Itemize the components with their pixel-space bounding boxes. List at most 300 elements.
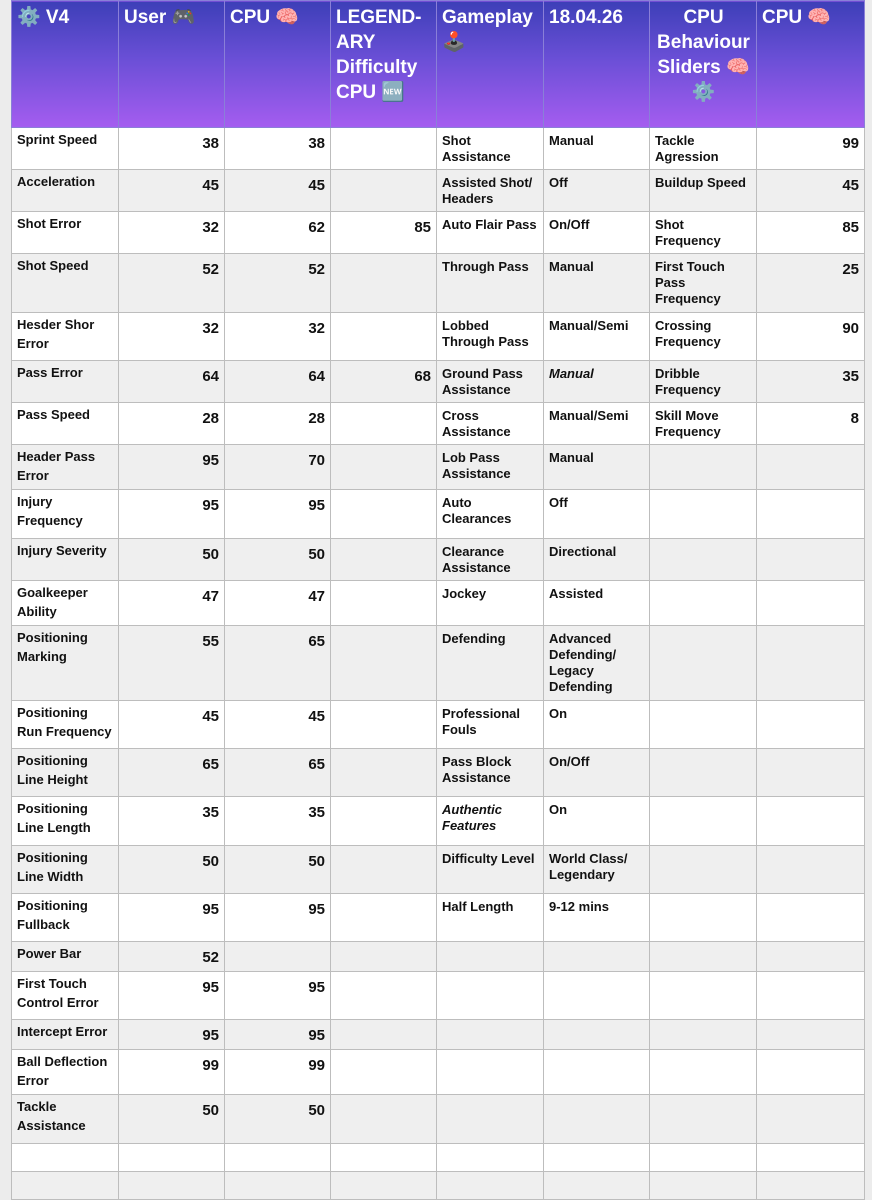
cell-legendary-value[interactable] xyxy=(331,1095,437,1144)
cell-behaviour-name-text xyxy=(650,1144,756,1149)
cell-gameplay-setting[interactable] xyxy=(437,1172,544,1200)
cell-legendary-value[interactable] xyxy=(331,539,437,581)
cell-behaviour-name[interactable] xyxy=(650,539,757,581)
cell-behaviour-value[interactable] xyxy=(757,212,865,254)
cell-cpu-value[interactable] xyxy=(225,1050,331,1095)
cell-cpu-value-text: 32 xyxy=(308,320,325,337)
table-row xyxy=(12,701,865,749)
cell-gameplay-value[interactable] xyxy=(544,1050,650,1095)
cell-user-value-text: 28 xyxy=(202,410,219,427)
cell-user-value[interactable] xyxy=(119,1020,225,1050)
cell-slider-name[interactable] xyxy=(12,1020,119,1050)
cell-gameplay-setting-text: Auto Flair Pass xyxy=(442,217,537,232)
cell-behaviour-name[interactable] xyxy=(650,1144,757,1172)
cell-gameplay-setting-text xyxy=(437,942,543,947)
cell-slider-name[interactable] xyxy=(12,797,119,846)
cell-cpu-value[interactable] xyxy=(225,1095,331,1144)
cell-cpu-value[interactable] xyxy=(225,1144,331,1172)
cell-gameplay-setting[interactable] xyxy=(437,170,544,212)
cell-behaviour-value-text xyxy=(757,749,864,755)
table-row xyxy=(12,1095,865,1144)
cell-legendary-value[interactable] xyxy=(331,313,437,361)
cell-behaviour-name-text xyxy=(650,581,756,586)
header-behaviour-label: CPU Behaviour Sliders 🧠⚙️ xyxy=(657,7,750,103)
cell-gameplay-setting[interactable] xyxy=(437,701,544,749)
cell-legendary-value-text xyxy=(331,1050,436,1056)
cell-user-value-text xyxy=(119,1144,224,1150)
cell-gameplay-setting[interactable] xyxy=(437,1020,544,1050)
cell-user-value[interactable] xyxy=(119,581,225,626)
cell-cpu-value[interactable] xyxy=(225,403,331,445)
cell-behaviour-value-text xyxy=(757,1172,864,1178)
cell-cpu-value[interactable] xyxy=(225,490,331,539)
cell-slider-name[interactable] xyxy=(12,212,119,254)
cell-gameplay-value[interactable] xyxy=(544,212,650,254)
table-row xyxy=(12,445,865,490)
cell-behaviour-name-text xyxy=(650,797,756,802)
cell-slider-name[interactable] xyxy=(12,1172,119,1200)
table-row xyxy=(12,1050,865,1095)
cell-cpu-value[interactable] xyxy=(225,581,331,626)
cell-user-value[interactable] xyxy=(119,490,225,539)
cell-slider-name[interactable] xyxy=(12,581,119,626)
cell-legendary-value[interactable] xyxy=(331,797,437,846)
cell-gameplay-setting[interactable] xyxy=(437,894,544,942)
cell-behaviour-name[interactable] xyxy=(650,361,757,403)
cell-behaviour-name[interactable] xyxy=(650,212,757,254)
table-row xyxy=(12,894,865,942)
cell-cpu-value[interactable] xyxy=(225,128,331,170)
cell-gameplay-setting[interactable] xyxy=(437,313,544,361)
cell-user-value[interactable] xyxy=(119,701,225,749)
cell-legendary-value[interactable] xyxy=(331,403,437,445)
cell-user-value[interactable] xyxy=(119,797,225,846)
cell-gameplay-value[interactable] xyxy=(544,1095,650,1144)
cell-cpu-value[interactable] xyxy=(225,846,331,894)
cell-behaviour-value[interactable] xyxy=(757,170,865,212)
cell-cpu-value-text: 70 xyxy=(308,452,325,469)
cell-behaviour-value[interactable] xyxy=(757,972,865,1020)
cell-behaviour-name-text xyxy=(650,846,756,851)
cell-slider-name[interactable] xyxy=(12,701,119,749)
cell-legendary-value[interactable] xyxy=(331,490,437,539)
cell-gameplay-setting[interactable] xyxy=(437,1095,544,1144)
cell-user-value-text: 50 xyxy=(202,1102,219,1119)
cell-gameplay-setting-text: Through Pass xyxy=(442,259,529,274)
cell-behaviour-value[interactable] xyxy=(757,128,865,170)
cell-gameplay-value-text: Manual/Semi xyxy=(549,318,629,333)
cell-user-value[interactable] xyxy=(119,445,225,490)
cell-gameplay-value[interactable] xyxy=(544,1144,650,1172)
cell-legendary-value-text xyxy=(331,749,436,755)
table-row xyxy=(12,749,865,797)
cell-behaviour-name[interactable] xyxy=(650,626,757,701)
cell-legendary-value-text xyxy=(331,1144,436,1150)
cell-gameplay-value[interactable] xyxy=(544,942,650,972)
header-legendary-label: LEGEND-ARY Difficulty CPU 🆕 xyxy=(336,7,422,103)
cell-legendary-value[interactable] xyxy=(331,128,437,170)
cell-gameplay-value[interactable] xyxy=(544,490,650,539)
cell-slider-name[interactable] xyxy=(12,894,119,942)
cell-slider-name[interactable] xyxy=(12,128,119,170)
cell-behaviour-name[interactable] xyxy=(650,749,757,797)
cell-legendary-value-text xyxy=(331,894,436,900)
cell-behaviour-value[interactable] xyxy=(757,749,865,797)
cell-legendary-value-text: 85 xyxy=(414,219,431,236)
cell-slider-name[interactable] xyxy=(12,361,119,403)
cell-user-value[interactable] xyxy=(119,972,225,1020)
cell-behaviour-name[interactable] xyxy=(650,972,757,1020)
cell-slider-name-text: Acceleration xyxy=(17,174,96,189)
cell-gameplay-setting-text xyxy=(437,1144,543,1149)
cell-gameplay-value[interactable] xyxy=(544,128,650,170)
cell-legendary-value[interactable] xyxy=(331,1020,437,1050)
cell-user-value-text: 45 xyxy=(202,177,219,194)
cell-slider-name[interactable] xyxy=(12,1050,119,1095)
cell-behaviour-name[interactable] xyxy=(650,846,757,894)
table-row xyxy=(12,212,865,254)
cell-behaviour-value[interactable] xyxy=(757,313,865,361)
cell-gameplay-setting[interactable] xyxy=(437,846,544,894)
cell-gameplay-setting-text: Professional Fouls xyxy=(442,706,521,737)
cell-behaviour-name[interactable] xyxy=(650,128,757,170)
cell-behaviour-name[interactable] xyxy=(650,1020,757,1050)
cell-user-value[interactable] xyxy=(119,361,225,403)
cell-slider-name[interactable] xyxy=(12,254,119,313)
header-cell-date[interactable] xyxy=(544,1,650,128)
cell-gameplay-setting[interactable] xyxy=(437,972,544,1020)
cell-behaviour-value[interactable] xyxy=(757,403,865,445)
cell-cpu-value-text: 47 xyxy=(308,588,325,605)
cell-legendary-value-text xyxy=(331,170,436,176)
header-cell-cpu-behaviour[interactable] xyxy=(757,1,865,128)
cell-gameplay-value[interactable] xyxy=(544,403,650,445)
cell-behaviour-value[interactable] xyxy=(757,1050,865,1095)
cell-behaviour-value[interactable] xyxy=(757,254,865,313)
cell-gameplay-setting[interactable] xyxy=(437,942,544,972)
cell-cpu-value-text: 45 xyxy=(308,177,325,194)
cell-gameplay-setting-text: Cross Assistance xyxy=(442,408,511,439)
cell-behaviour-value-text xyxy=(757,490,864,496)
cell-user-value[interactable] xyxy=(119,749,225,797)
cell-gameplay-setting-text: Lobbed Through Pass xyxy=(442,318,529,349)
cell-user-value[interactable] xyxy=(119,212,225,254)
header-cell-user[interactable] xyxy=(119,1,225,128)
cell-behaviour-value[interactable] xyxy=(757,1144,865,1172)
cell-user-value[interactable] xyxy=(119,846,225,894)
cell-cpu-value-text: 65 xyxy=(308,756,325,773)
cell-gameplay-setting-text xyxy=(437,1020,543,1025)
cell-behaviour-name[interactable] xyxy=(650,581,757,626)
header-cell-gameplay[interactable] xyxy=(437,1,544,128)
cell-gameplay-setting[interactable] xyxy=(437,626,544,701)
cell-cpu-value-text xyxy=(225,942,330,948)
cell-slider-name[interactable] xyxy=(12,942,119,972)
cell-legendary-value-text xyxy=(331,1172,436,1178)
cell-gameplay-value-text: On xyxy=(549,802,568,817)
cell-gameplay-value[interactable] xyxy=(544,972,650,1020)
cell-gameplay-value[interactable] xyxy=(544,1172,650,1200)
cell-slider-name-text: Injury Severity xyxy=(17,543,107,558)
cell-user-value[interactable] xyxy=(119,626,225,701)
cell-legendary-value[interactable] xyxy=(331,942,437,972)
table-row xyxy=(12,254,865,313)
cell-legendary-value[interactable] xyxy=(331,445,437,490)
cell-gameplay-value[interactable] xyxy=(544,254,650,313)
table-row xyxy=(12,403,865,445)
cell-cpu-value[interactable] xyxy=(225,170,331,212)
cell-behaviour-value[interactable] xyxy=(757,1172,865,1200)
cell-cpu-value-text: 95 xyxy=(308,1027,325,1044)
cell-gameplay-setting-text xyxy=(437,1095,543,1100)
cell-legendary-value[interactable] xyxy=(331,581,437,626)
cell-gameplay-setting[interactable] xyxy=(437,445,544,490)
cell-gameplay-value-text: Off xyxy=(549,495,568,510)
cell-gameplay-value-text: Directional xyxy=(549,544,617,559)
cell-slider-name-text: Shot Speed xyxy=(17,258,89,273)
cell-behaviour-name-text: Tackle Agression xyxy=(655,133,719,164)
cell-gameplay-value[interactable] xyxy=(544,581,650,626)
table-row xyxy=(12,942,865,972)
cell-user-value[interactable] xyxy=(119,1144,225,1172)
cell-behaviour-value[interactable] xyxy=(757,581,865,626)
cell-legendary-value[interactable] xyxy=(331,626,437,701)
cell-behaviour-value-text: 35 xyxy=(842,368,859,385)
cell-gameplay-value-text xyxy=(544,1020,649,1025)
cell-cpu-value-text: 50 xyxy=(308,1102,325,1119)
cell-behaviour-value-text xyxy=(757,797,864,803)
cell-behaviour-value[interactable] xyxy=(757,701,865,749)
cell-cpu-value[interactable] xyxy=(225,361,331,403)
cell-gameplay-setting[interactable] xyxy=(437,797,544,846)
header-cell-legendary[interactable] xyxy=(331,1,437,128)
cell-behaviour-name-text xyxy=(650,894,756,899)
cell-cpu-value[interactable] xyxy=(225,701,331,749)
cell-legendary-value[interactable] xyxy=(331,170,437,212)
cell-behaviour-value[interactable] xyxy=(757,942,865,972)
cell-gameplay-setting[interactable] xyxy=(437,1050,544,1095)
cell-gameplay-value[interactable] xyxy=(544,701,650,749)
cell-legendary-value[interactable] xyxy=(331,361,437,403)
cell-behaviour-value[interactable] xyxy=(757,539,865,581)
cell-gameplay-setting[interactable] xyxy=(437,403,544,445)
cell-behaviour-name[interactable] xyxy=(650,1050,757,1095)
cell-behaviour-name[interactable] xyxy=(650,797,757,846)
cell-legendary-value[interactable] xyxy=(331,749,437,797)
header-cell-cpu[interactable] xyxy=(225,1,331,128)
cell-behaviour-value-text xyxy=(757,894,864,900)
cell-behaviour-name[interactable] xyxy=(650,170,757,212)
cell-slider-name[interactable] xyxy=(12,539,119,581)
cell-legendary-value[interactable] xyxy=(331,1050,437,1095)
cell-user-value-text: 38 xyxy=(202,135,219,152)
cell-gameplay-setting-text: Jockey xyxy=(442,586,487,601)
cell-behaviour-name[interactable] xyxy=(650,254,757,313)
cell-cpu-value[interactable] xyxy=(225,539,331,581)
table-row xyxy=(12,490,865,539)
header-cell-version[interactable] xyxy=(12,1,119,128)
cell-gameplay-value-text xyxy=(544,1095,649,1100)
cell-cpu-value[interactable] xyxy=(225,942,331,972)
cell-cpu-value-text: 64 xyxy=(308,368,325,385)
cell-behaviour-value[interactable] xyxy=(757,361,865,403)
cell-user-value-text: 95 xyxy=(202,497,219,514)
cell-user-value-text: 32 xyxy=(202,320,219,337)
cell-legendary-value-text xyxy=(331,581,436,587)
cell-gameplay-setting[interactable] xyxy=(437,490,544,539)
cell-user-value[interactable] xyxy=(119,1050,225,1095)
cell-behaviour-value-text xyxy=(757,581,864,587)
cell-behaviour-value[interactable] xyxy=(757,445,865,490)
cell-behaviour-value[interactable] xyxy=(757,846,865,894)
cell-legendary-value-text xyxy=(331,797,436,803)
cell-behaviour-name-text: First Touch Pass Frequency xyxy=(655,259,725,306)
cell-slider-name[interactable] xyxy=(12,972,119,1020)
cell-cpu-value[interactable] xyxy=(225,212,331,254)
cell-user-value-text: 95 xyxy=(202,452,219,469)
cell-gameplay-value[interactable] xyxy=(544,361,650,403)
cell-legendary-value[interactable] xyxy=(331,1144,437,1172)
cell-slider-name[interactable] xyxy=(12,403,119,445)
cell-legendary-value-text xyxy=(331,313,436,319)
cell-gameplay-value[interactable] xyxy=(544,1020,650,1050)
cell-gameplay-value[interactable] xyxy=(544,894,650,942)
cell-slider-name[interactable] xyxy=(12,445,119,490)
cell-legendary-value-text xyxy=(331,1020,436,1026)
cell-gameplay-value[interactable] xyxy=(544,539,650,581)
cell-user-value[interactable] xyxy=(119,313,225,361)
cell-gameplay-setting[interactable] xyxy=(437,128,544,170)
cell-cpu-value[interactable] xyxy=(225,972,331,1020)
cell-user-value-text xyxy=(119,1172,224,1178)
cell-behaviour-name[interactable] xyxy=(650,445,757,490)
cell-user-value[interactable] xyxy=(119,942,225,972)
header-cell-behaviour[interactable] xyxy=(650,1,757,128)
cell-user-value[interactable] xyxy=(119,128,225,170)
cell-user-value[interactable] xyxy=(119,1095,225,1144)
cell-behaviour-value-text: 25 xyxy=(842,261,859,278)
cell-user-value[interactable] xyxy=(119,170,225,212)
cell-behaviour-name[interactable] xyxy=(650,1172,757,1200)
cell-slider-name-text: Positioning Marking xyxy=(17,630,88,664)
cell-legendary-value[interactable] xyxy=(331,212,437,254)
cell-behaviour-value[interactable] xyxy=(757,894,865,942)
cell-slider-name[interactable] xyxy=(12,846,119,894)
cell-gameplay-value-text: World Class/ Legendary xyxy=(549,851,628,882)
cell-gameplay-setting[interactable] xyxy=(437,749,544,797)
cell-cpu-value-text: 65 xyxy=(308,633,325,650)
cell-slider-name[interactable] xyxy=(12,490,119,539)
cell-user-value[interactable] xyxy=(119,539,225,581)
cell-legendary-value[interactable] xyxy=(331,254,437,313)
cell-behaviour-value[interactable] xyxy=(757,626,865,701)
cell-slider-name[interactable] xyxy=(12,1144,119,1172)
cell-legendary-value[interactable] xyxy=(331,894,437,942)
cell-gameplay-value-text xyxy=(544,1144,649,1149)
cell-gameplay-value-text: Manual/Semi xyxy=(549,408,629,423)
cell-behaviour-value[interactable] xyxy=(757,797,865,846)
cell-legendary-value-text xyxy=(331,626,436,632)
cell-user-value-text: 64 xyxy=(202,368,219,385)
cell-gameplay-value[interactable] xyxy=(544,445,650,490)
cell-behaviour-name[interactable] xyxy=(650,701,757,749)
cell-behaviour-name-text: Crossing Frequency xyxy=(655,318,721,349)
cell-behaviour-name[interactable] xyxy=(650,313,757,361)
cell-gameplay-value-text: On xyxy=(549,706,568,721)
table-header xyxy=(12,1,865,128)
cell-legendary-value[interactable] xyxy=(331,846,437,894)
cell-cpu-value[interactable] xyxy=(225,254,331,313)
cell-user-value[interactable] xyxy=(119,254,225,313)
cell-cpu-value-text: 28 xyxy=(308,410,325,427)
cell-behaviour-value[interactable] xyxy=(757,1020,865,1050)
cell-user-value[interactable] xyxy=(119,894,225,942)
cell-gameplay-setting[interactable] xyxy=(437,539,544,581)
cell-gameplay-value[interactable] xyxy=(544,846,650,894)
cell-cpu-value-text: 52 xyxy=(308,261,325,278)
cell-slider-name[interactable] xyxy=(12,749,119,797)
cell-slider-name[interactable] xyxy=(12,1095,119,1144)
cell-gameplay-value[interactable] xyxy=(544,797,650,846)
cell-behaviour-name[interactable] xyxy=(650,1095,757,1144)
cell-gameplay-value[interactable] xyxy=(544,170,650,212)
cell-legendary-value[interactable] xyxy=(331,972,437,1020)
cell-gameplay-value[interactable] xyxy=(544,626,650,701)
cell-cpu-value[interactable] xyxy=(225,797,331,846)
cell-behaviour-name[interactable] xyxy=(650,490,757,539)
cell-user-value[interactable] xyxy=(119,1172,225,1200)
cell-behaviour-value[interactable] xyxy=(757,490,865,539)
cell-legendary-value[interactable] xyxy=(331,701,437,749)
cell-cpu-value[interactable] xyxy=(225,313,331,361)
cell-slider-name[interactable] xyxy=(12,626,119,701)
cell-behaviour-name[interactable] xyxy=(650,403,757,445)
cell-slider-name-text: Goalkeeper Ability xyxy=(17,585,88,619)
cell-gameplay-setting[interactable] xyxy=(437,361,544,403)
cell-cpu-value[interactable] xyxy=(225,894,331,942)
cell-behaviour-name[interactable] xyxy=(650,942,757,972)
cell-user-value-text: 99 xyxy=(202,1057,219,1074)
cell-gameplay-value-text: Manual xyxy=(549,133,594,148)
cell-legendary-value[interactable] xyxy=(331,1172,437,1200)
cell-behaviour-value-text: 90 xyxy=(842,320,859,337)
cell-slider-name[interactable] xyxy=(12,170,119,212)
cell-gameplay-value[interactable] xyxy=(544,313,650,361)
cell-gameplay-value[interactable] xyxy=(544,749,650,797)
cell-cpu-value[interactable] xyxy=(225,445,331,490)
header-row xyxy=(12,1,865,128)
cell-cpu-value[interactable] xyxy=(225,1172,331,1200)
cell-gameplay-value-text: Manual xyxy=(549,259,594,274)
cell-gameplay-setting[interactable] xyxy=(437,581,544,626)
cell-cpu-value[interactable] xyxy=(225,1020,331,1050)
cell-behaviour-name-text xyxy=(650,972,756,977)
cell-cpu-value[interactable] xyxy=(225,749,331,797)
cell-slider-name[interactable] xyxy=(12,313,119,361)
cell-legendary-value-text: 68 xyxy=(414,368,431,385)
cell-user-value[interactable] xyxy=(119,403,225,445)
cell-gameplay-setting[interactable] xyxy=(437,212,544,254)
cell-cpu-value-text: 62 xyxy=(308,219,325,236)
cell-behaviour-name[interactable] xyxy=(650,894,757,942)
cell-slider-name-text: Hesder Shor Error xyxy=(17,317,95,351)
cell-behaviour-value[interactable] xyxy=(757,1095,865,1144)
cell-cpu-value[interactable] xyxy=(225,626,331,701)
header-cpu-behaviour-label: CPU 🧠 xyxy=(762,7,832,28)
cell-gameplay-setting[interactable] xyxy=(437,1144,544,1172)
cell-gameplay-setting[interactable] xyxy=(437,254,544,313)
cell-gameplay-setting-text: Auto Clearances xyxy=(442,495,512,526)
